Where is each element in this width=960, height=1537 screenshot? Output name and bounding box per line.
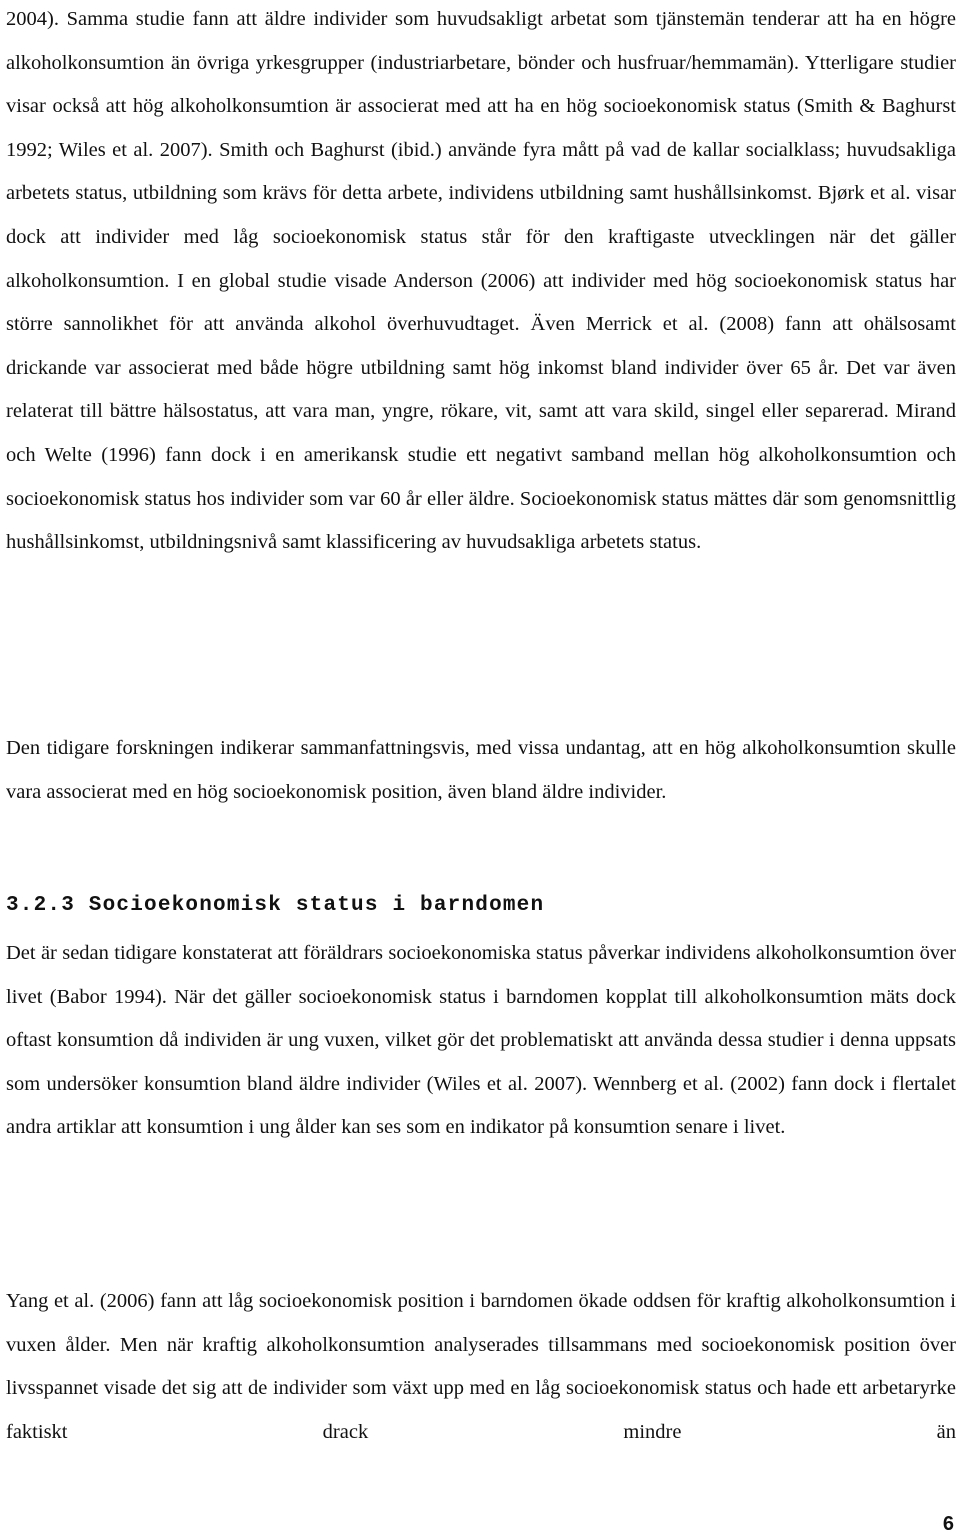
paragraph: Yang et al. (2006) fann att låg socioekonomisk position i barndomen ökade oddsen för kraftig alkoholkonsumtion i vuxen ålder. Men när kraftig alkoholkonsumtion analyserades tillsammans med socioekonomisk position över livsspannet visade det sig att de individer som växt upp med en låg socioekonomisk status och hade ett arbetaryrke faktiskt drack mindre än — [6, 1290, 956, 1443]
paragraph: Det är sedan tidigare konstaterat att föräldrars socioekonomiska status påverkar individens alkoholkonsumtion över livet (Babor 1994). När det gäller socioekonomisk status i barndomen kopplat till alkoholkonsumtion mäts dock oftast konsumtion då individen är ung vuxen, vilket gör det problematiskt att använda dessa studier i denna uppsats som undersöker konsumtion bland äldre individer (Wiles et al. 2007). Wennberg et al. (2002) fann dock i flertalet andra artiklar att konsumtion i ung ålder kan ses som en indikator på konsumtion senare i livet. — [6, 942, 956, 1139]
paragraph: 2004). Samma studie fann att äldre individer som huvudsakligt arbetat som tjänstemän tenderar att ha en högre alkoholkonsumtion än övriga yrkesgrupper (industriarbetare, bönder och husfruar/hemmamän). Ytterligare studier visar också att hög alkoholkonsumtion är associerat med att ha en hög socioekonomisk status (Smith & Baghurst 1992; Wiles et al. 2007). Smith och Baghurst (ibid.) använde fyra mått på vad de kallar socialklass; huvudsakliga arbetets status, utbildning som krävs för detta arbete, individens utbildning samt hushållsinkomst. Bjørk et al. visar dock att individer med låg socioekonomisk status står för den kraftigaste utvecklingen när det gäller alkoholkonsumtion. I en global studie visade Anderson (2006) att individer med hög socioekonomisk status har större sannolikhet för att använda alkohol överhuvudtaget. Även Merrick et al. (2008) fann att ohälsosamt drickande var associerat med både högre utbildning samt hög inkomst bland individer över 65 år. Det var även relaterat till bättre hälsostatus, att vara man, yngre, rökare, vit, samt att vara skild, singel eller separerad. Mirand och Welte (1996) fann dock i en amerikansk studie ett negativt samband mellan hög alkoholkonsumtion och socioekonomisk status hos individer som var 60 år eller äldre. Socioekonomisk status mättes där som genomsnittlig hushållsinkomst, utbildningsnivå samt klassificering av huvudsakliga arbetets status. — [6, 8, 956, 554]
paragraph: Den tidigare forskningen indikerar sammanfattningsvis, med vissa undantag, att en hög alkoholkonsumtion skulle vara associerat med en hög socioekonomisk position, även bland äldre individer. — [6, 737, 956, 803]
section-heading: 3.2.3 Socioekonomisk status i barndomen — [6, 894, 545, 917]
page-number: 6 — [942, 1513, 954, 1535]
